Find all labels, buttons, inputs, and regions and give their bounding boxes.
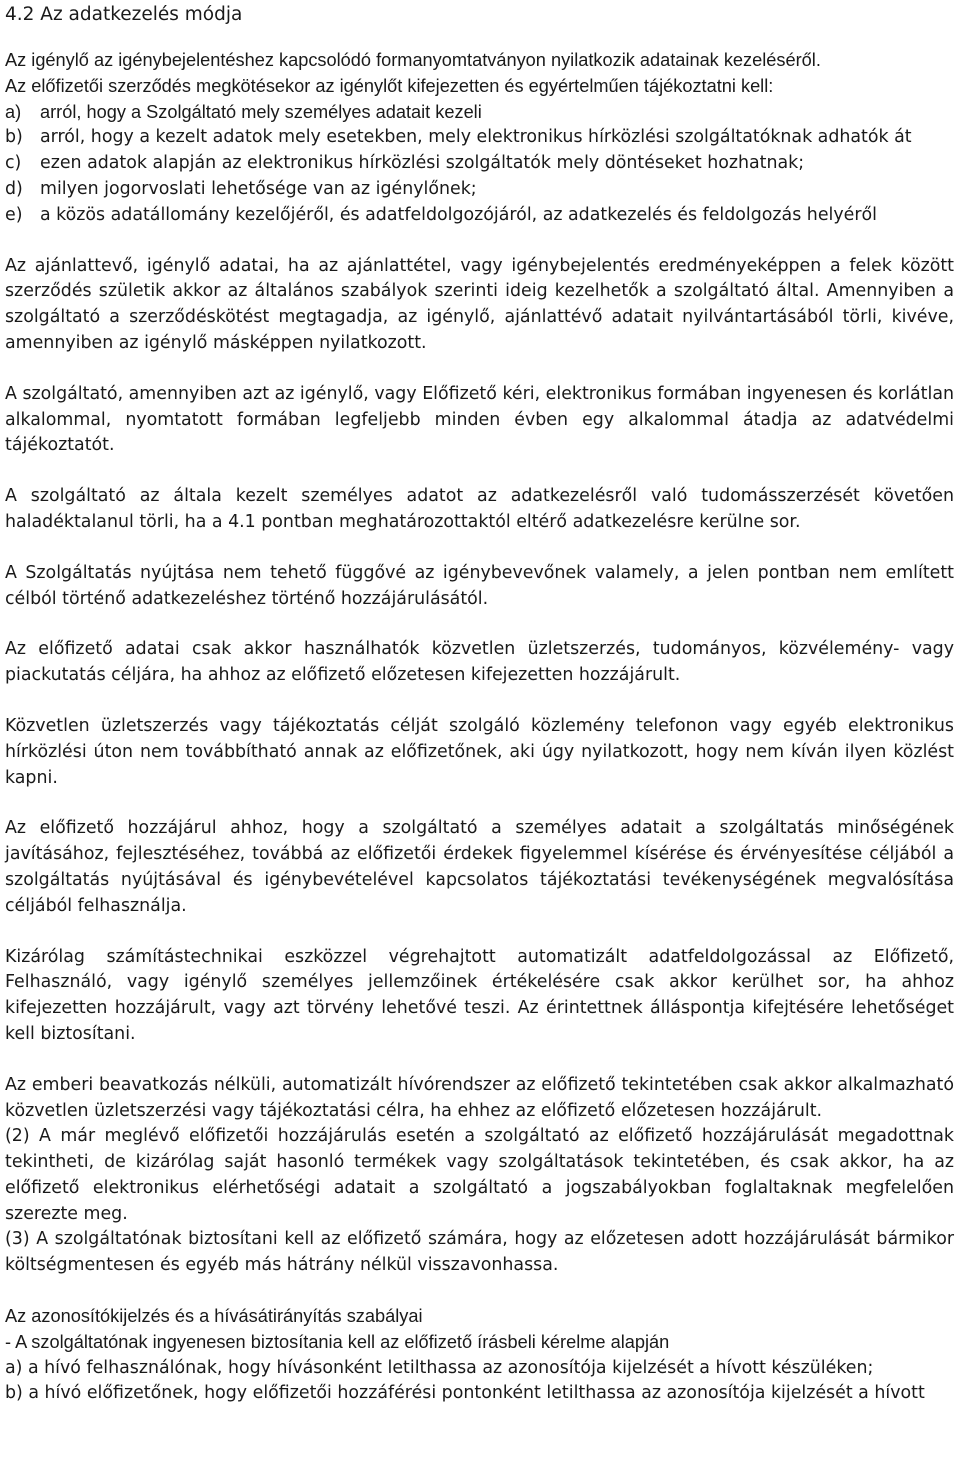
paragraph: A szolgáltató az általa kezelt személyes adatot az adatkezelésről való tudomásszerzését követően haladéktalanul törli, ha a 4.1 pontban meghatározottaktól eltérő adatkezelésre kerülne sor. [5, 486, 954, 532]
spacer [5, 459, 954, 484]
spacer [5, 1048, 954, 1073]
spacer [5, 1279, 954, 1304]
spacer [5, 357, 954, 382]
paragraph: Kizárólag számítástechnikai eszközzel végrehajtott automatizált adatfeldolgozással az Előfizető, Felhasználó, vagy igénylő személyes jellemzőinek értékelésére csak akkor kerülhet sor, ha ahhoz kifejezetten hozzájárult, vagy azt törvény lehetővé teszi. Az érintettnek álláspontja kifejtésére lehetőséget kell biztosítani. [5, 946, 954, 1044]
intro-line-2: Az előfizetői szerződés megkötésekor az igénylőt kifejezetten és egyértelműen tájékoztatni kell: [5, 75, 774, 96]
paragraph: Az előfizető adatai csak akkor használhatók közvetlen üzletszerzés, tudományos, közvélemény- vagy piackutatás céljára, ha ahhoz az előfizető előzetesen kifejezetten hozzájárult. [5, 639, 954, 686]
list-item-text: arról, hogy a kezelt adatok mely esetekben, mely elektronikus hírközlési szolgáltatóknak adhatók át [40, 127, 912, 148]
list-marker: b) [5, 127, 23, 148]
subsection-title: Az azonosítókijelzés és a hívásátirányítás szabályai [5, 1306, 423, 1327]
paragraph: A Szolgáltatás nyújtása nem tehető függővé az igénybevevőnek valamely, a jelen pontban nem említett célból történő adatkezeléshez történő hozzájárulásától. [5, 562, 954, 609]
intro-line-1: Az igénylő az igénybejelentéshez kapcsolódó formanyomtatványon nyilatkozik adatainak kezeléséről. [5, 50, 821, 70]
spacer [5, 689, 954, 714]
paragraph: Az emberi beavatkozás nélküli, automatizált hívórendszer az előfizető tekintetében csak akkor alkalmazható közvetlen üzletszerzési vagy tájékoztatási célra, ha ehhez az előfizető előzetesen hozzájárult. [5, 1074, 954, 1121]
list-item [5, 100, 954, 126]
list-marker: d) [5, 178, 23, 199]
section-heading: 4.2 Az adatkezelés módja [5, 4, 243, 25]
subsection-item-b: b) a hívó előfizetőnek, hogy előfizetői hozzáférési pontonként letilthassa az azonosítója kijelzését a hívott [5, 1383, 925, 1404]
list-marker: c) [5, 153, 22, 174]
spacer [5, 612, 954, 637]
paragraph-2: (2) A már meglévő előfizetői hozzájárulás esetén a szolgáltató az előfizető hozzájárulását megadottnak tekintheti, de kizárólag saját hasonló termékek vagy szolgáltatások tekintetében, és csak akkor, ha az előfizető elektronikus elérhetőségi adatait a szolgáltató a jogszabályokban foglaltaknak megfelelően szerezte meg. [5, 1126, 954, 1224]
spacer [5, 920, 954, 945]
list-item [5, 151, 954, 177]
spacer [5, 791, 954, 816]
list-item-text: arról, hogy a Szolgáltató mely személyes adatait kezeli [40, 101, 482, 122]
paragraph: A szolgáltató, amennyiben azt az igénylő, vagy Előfizető kéri, elektronikus formában ingyenesen és korlátlan alkalommal, nyomtatott formában legfeljebb minden évben egy alkalommal átadja az adatvédelmi tájékoztatót. [5, 383, 954, 456]
info-list [5, 100, 954, 229]
list-item-text: ezen adatok alapján az elektronikus hírközlési szolgáltatók mely döntéseket hozhatnak; [40, 153, 805, 174]
paragraph: Közvetlen üzletszerzés vagy tájékoztatás célját szolgáló közlemény telefonon vagy egyéb elektronikus hírközlési úton nem továbbítható annak az előfizetőnek, aki úgy nyilatkozott, hogy nem kíván ilyen közlést kapni. [5, 715, 954, 788]
spacer [5, 536, 954, 561]
list-marker: a) [5, 101, 22, 122]
subsection-item-a: a) a hívó felhasználónak, hogy hívásonként letilthassa az azonosítója kijelzését a hívott készüléken; [5, 1357, 874, 1378]
paragraph: Az ajánlattevő, igénylő adatai, ha az ajánlattétel, vagy igénybejelentés eredményeképpen a felek között szerződés születik akkor az általános szabályok szerinti ideig kezelhetők a szolgáltató által. Amennyiben a szolgáltató a szerződéskötést megtagadja, az igénylő, ajánlattévő adatait nyilvántartásából törli, kivéve, amennyiben az igénylő másképpen nyilatkozott. [5, 255, 954, 353]
list-item [5, 203, 954, 229]
list-item-text: a közös adatállomány kezelőjéről, és adatfeldolgozójáról, az adatkezelés és feldolgozás helyéről [40, 204, 877, 225]
spacer [5, 229, 954, 254]
list-item [5, 125, 954, 151]
list-marker: e) [5, 204, 23, 225]
list-item [5, 177, 954, 203]
spacer [5, 27, 954, 48]
list-item-text: milyen jogorvoslati lehetősége van az igénylőnek; [40, 178, 477, 199]
paragraph-3: (3) A szolgáltatónak biztosítani kell az előfizető számára, hogy az előzetesen adott hozzájárulását bármikor költségmentesen és egyéb más hátrány nélkül visszavonhassa. [5, 1229, 954, 1276]
subsection-intro: - A szolgáltatónak ingyenesen biztosítania kell az előfizető írásbeli kérelme alapján [5, 1331, 670, 1352]
paragraph: Az előfizető hozzájárul ahhoz, hogy a szolgáltató a személyes adatait a szolgáltatás minőségének javításához, fejlesztéséhez, továbbá az előfizetői érdekek figyelemmel kísérése és érvényesítése céljából a szolgáltatás nyújtásával és igénybevételével kapcsolatos tájékoztatási tevékenységének megvalósítása céljából felhasználja. [5, 818, 954, 916]
